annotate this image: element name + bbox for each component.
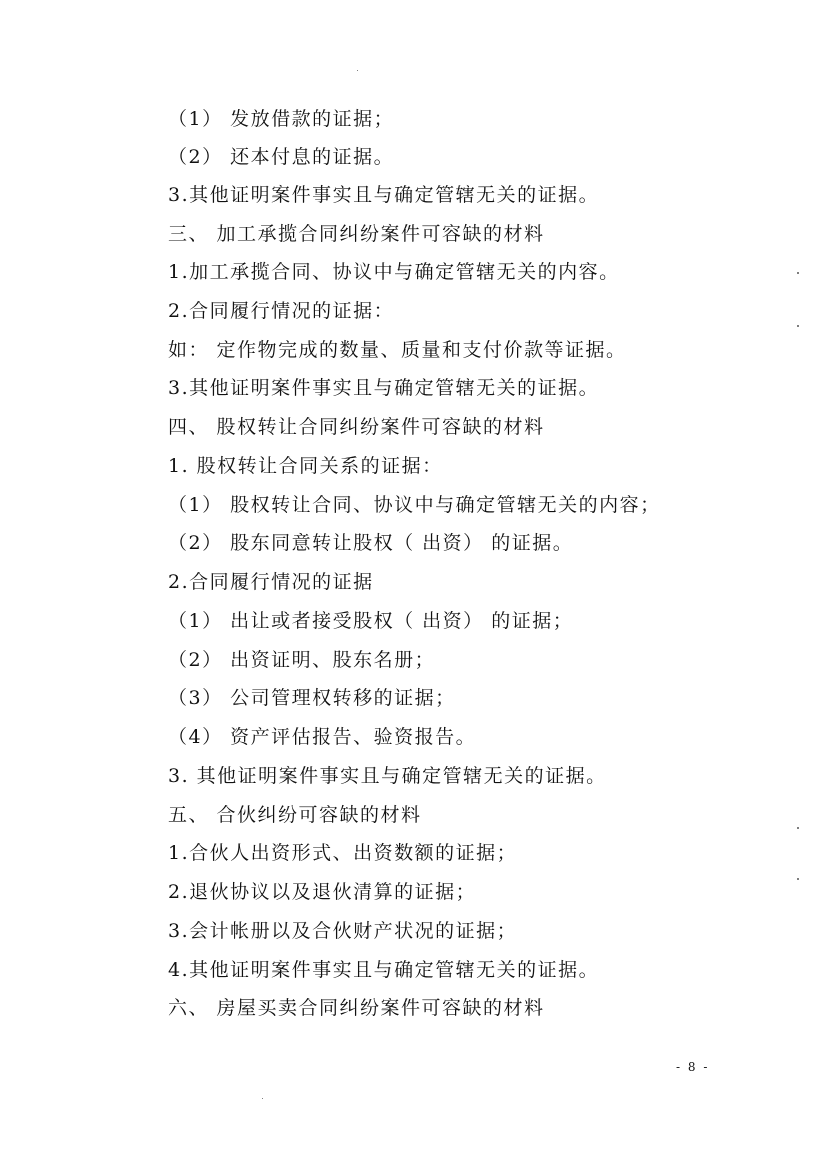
scan-speck <box>797 325 799 327</box>
text-line: （1） 股权转让合同、协议中与确定管辖无关的内容； <box>168 494 661 516</box>
scan-speck <box>797 878 799 880</box>
text-line: （2） 出资证明、股东名册； <box>168 649 436 671</box>
text-line: （1） 出让或者接受股权（ 出资） 的证据； <box>168 610 574 632</box>
text-line: （3） 公司管理权转移的证据； <box>168 687 456 709</box>
text-line: （2） 股东同意转让股权（ 出资） 的证据。 <box>168 532 574 554</box>
text-line: 2.退伙协议以及退伙清算的证据； <box>168 881 477 903</box>
text-line: 3. 其他证明案件事实且与确定管辖无关的证据。 <box>168 765 607 787</box>
scan-speck <box>357 70 358 71</box>
text-line: 4.其他证明案件事实且与确定管辖无关的证据。 <box>168 959 600 981</box>
text-line: 1.合伙人出资形式、出资数额的证据； <box>168 842 518 864</box>
text-line: 如： 定作物完成的数量、质量和支付价款等证据。 <box>168 339 627 361</box>
text-line: （1） 发放借款的证据； <box>168 108 395 130</box>
text-line: 1.加工承揽合同、协议中与确定管辖无关的内容。 <box>168 261 620 283</box>
scan-speck <box>262 1098 263 1099</box>
text-line: 2.合同履行情况的证据： <box>168 300 395 322</box>
section-heading: 五、 合伙纠纷可容缺的材料 <box>168 804 422 826</box>
scan-speck <box>797 272 799 274</box>
text-line: 2.合同履行情况的证据 <box>168 571 374 593</box>
text-line: 3.会计帐册以及合伙财产状况的证据； <box>168 920 518 942</box>
section-heading: 四、 股权转让合同纠纷案件可容缺的材料 <box>168 416 545 438</box>
text-line: 3.其他证明案件事实且与确定管辖无关的证据。 <box>168 377 600 399</box>
scan-speck <box>797 827 799 829</box>
text-line: （4） 资产评估报告、验资报告。 <box>168 726 477 748</box>
section-heading: 三、 加工承揽合同纠纷案件可容缺的材料 <box>168 223 545 245</box>
text-line: 1. 股权转让合同关系的证据： <box>168 455 443 477</box>
text-line: （2） 还本付息的证据。 <box>168 146 395 168</box>
section-heading: 六、 房屋买卖合同纠纷案件可容缺的材料 <box>168 997 545 1019</box>
page-number: - 8 - <box>676 1060 710 1074</box>
text-line: 3.其他证明案件事实且与确定管辖无关的证据。 <box>168 184 600 206</box>
